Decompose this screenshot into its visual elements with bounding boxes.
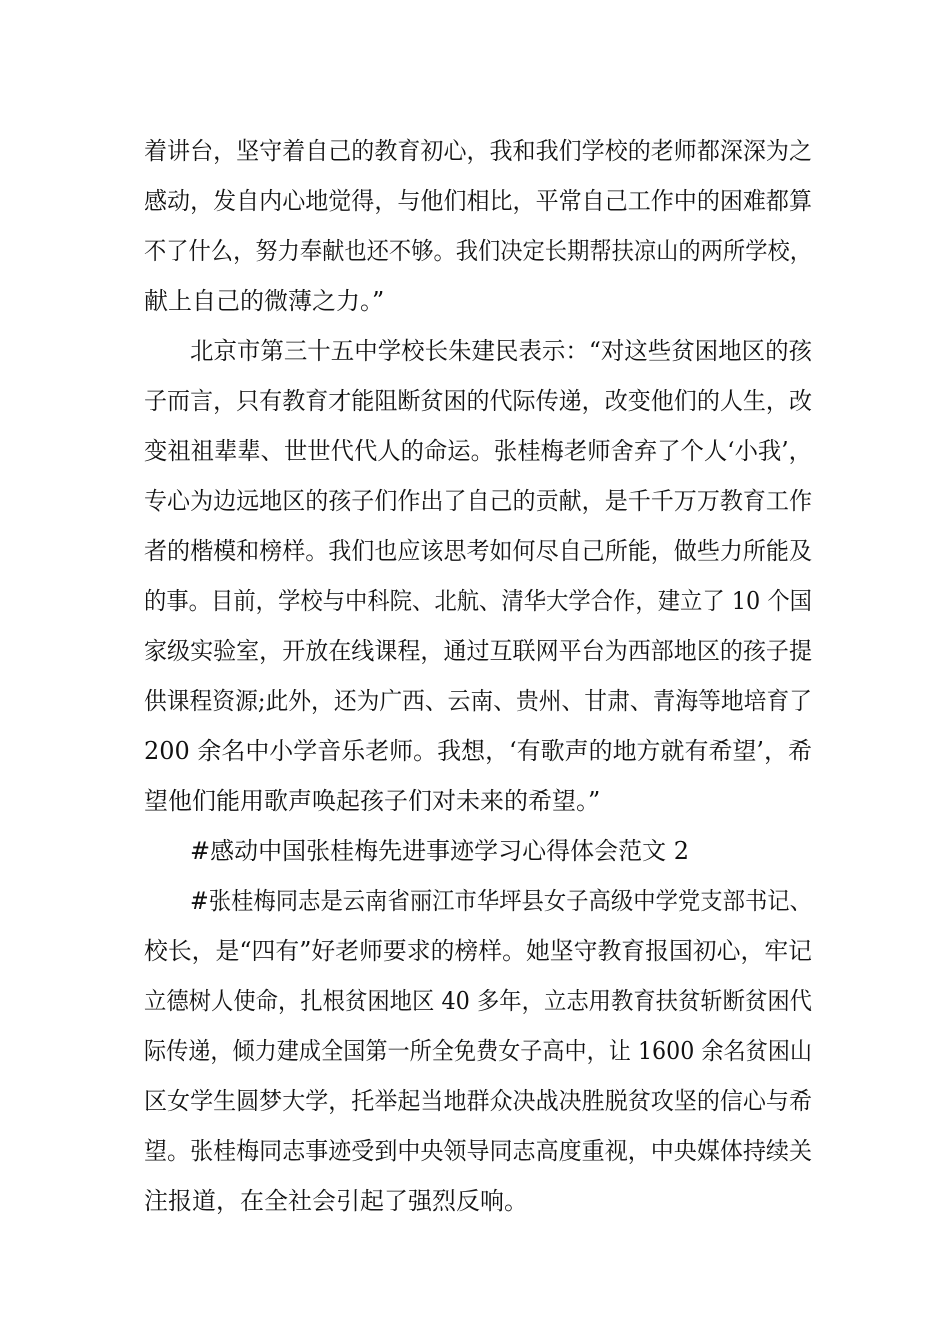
text-line: 献上自己的微薄之力。”: [144, 287, 385, 315]
text-line: 际传递，倾力建成全国第一所全免费女子高中，让 1600 余名贫困山: [144, 1037, 812, 1065]
text-line: 的事。目前，学校与中科院、北航、清华大学合作，建立了 10 个国: [144, 587, 812, 615]
text-line: 区女学生圆梦大学，托举起当地群众决战决胜脱贫攻坚的信心与希: [144, 1087, 812, 1115]
text-line: 家级实验室，开放在线课程，通过互联网平台为西部地区的孩子提: [144, 637, 812, 665]
text-line: 者的楷模和榜样。我们也应该思考如何尽自己所能，做些力所能及: [144, 537, 812, 565]
text-line: 不了什么，努力奉献也还不够。我们决定长期帮扶凉山的两所学校，: [144, 237, 812, 265]
text-line: 校长，是“四有”好老师要求的榜样。她坚守教育报国初心，牢记: [144, 937, 812, 965]
text-line: 望。张桂梅同志事迹受到中央领导同志高度重视，中央媒体持续关: [144, 1137, 812, 1165]
text-line: 供课程资源;此外，还为广西、云南、贵州、甘肃、青海等地培育了: [144, 687, 812, 715]
text-line: 子而言，只有教育才能阻断贫困的代际传递，改变他们的人生，改: [144, 387, 812, 415]
paragraph-first-line: 北京市第三十五中学校长朱建民表示：“对这些贫困地区的孩: [190, 337, 812, 365]
text-line: 感动，发自内心地觉得，与他们相比，平常自己工作中的困难都算: [144, 187, 812, 215]
text-line: 专心为边远地区的孩子们作出了自己的贡献，是千千万万教育工作: [144, 487, 812, 515]
text-line: 变祖祖辈辈、世世代代人的命运。张桂梅老师舍弃了个人‘小我’，: [144, 437, 812, 465]
text-line: 望他们能用歌声唤起孩子们对未来的希望。”: [144, 787, 601, 815]
section-heading: #感动中国张桂梅先进事迹学习心得体会范文 2: [190, 837, 690, 865]
text-line: 200 余名中小学音乐老师。我想，‘有歌声的地方就有希望’，希: [144, 737, 812, 765]
text-line: 立德树人使命，扎根贫困地区 40 多年，立志用教育扶贫斩断贫困代: [144, 987, 812, 1015]
paragraph-first-line: #张桂梅同志是云南省丽江市华坪县女子高级中学党支部书记、: [190, 887, 812, 915]
text-line: 着讲台，坚守着自己的教育初心，我和我们学校的老师都深深为之: [144, 137, 812, 165]
text-line: 注报道，在全社会引起了强烈反响。: [144, 1187, 528, 1215]
